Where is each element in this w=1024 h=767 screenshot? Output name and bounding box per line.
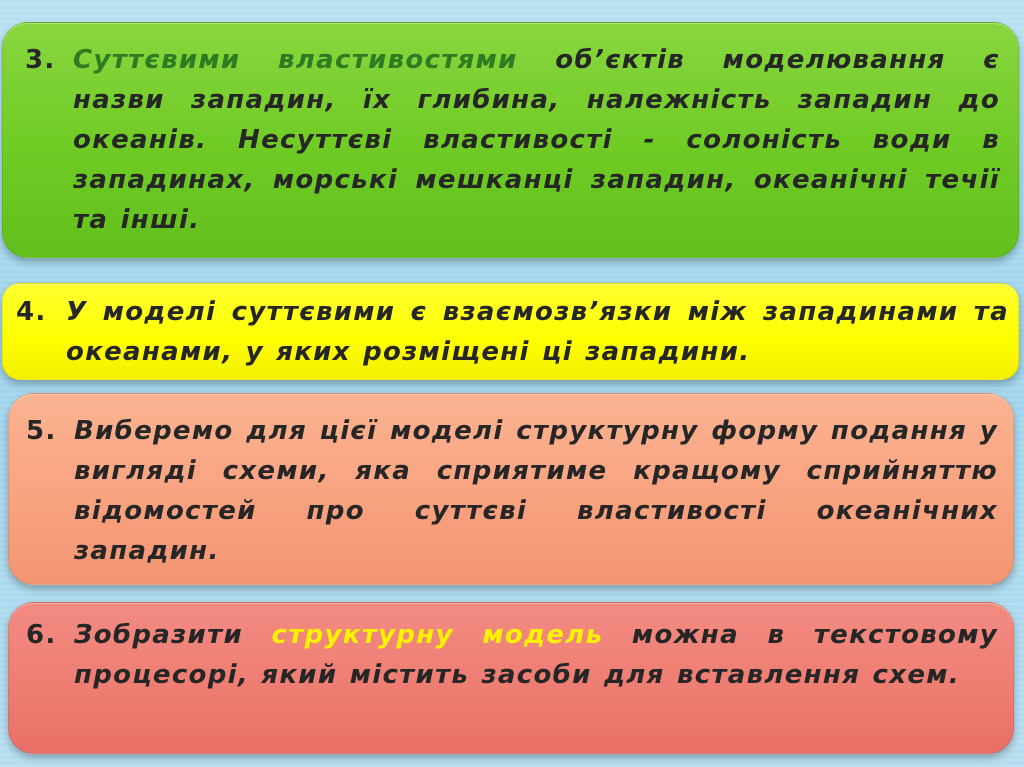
item-number: 5. [26,416,57,446]
list-item-6 [26,615,998,695]
item-number: 4. [16,297,47,327]
item-text-rest: об’єктів моделювання є назви западин, їх глибина, належність западин до океанів. Несуттєві властивості - солоність води в западинах, морські мешканці западин, океанічні течії та інші. [73,45,1001,235]
item-text: Виберемо для цієї моделі структурну форму подання у вигляді схеми, яка сприятиме кращому сприйняттю відомостей про суттєві властивості океанічних западин. [74,416,998,566]
item-text [26,615,998,695]
item-number: 3. [25,45,56,75]
item-text [25,40,1000,240]
highlighted-term: Суттєвими властивостями [73,45,518,75]
list-item-4 [16,292,1009,372]
highlighted-term: структурну модель [271,620,604,650]
item-number: 6. [26,620,57,650]
list-item-5 [26,411,998,571]
item-text: У моделі суттєвими є взаємозв’язки між западинами та океанами, у яких розміщені ці западини. [66,297,1009,367]
item-text-start: Зобразити [74,620,272,650]
item-text-rest: можна в текстовому процесорі, який містить засоби для вставлення схем. [74,620,999,690]
list-item-3 [25,40,1000,240]
